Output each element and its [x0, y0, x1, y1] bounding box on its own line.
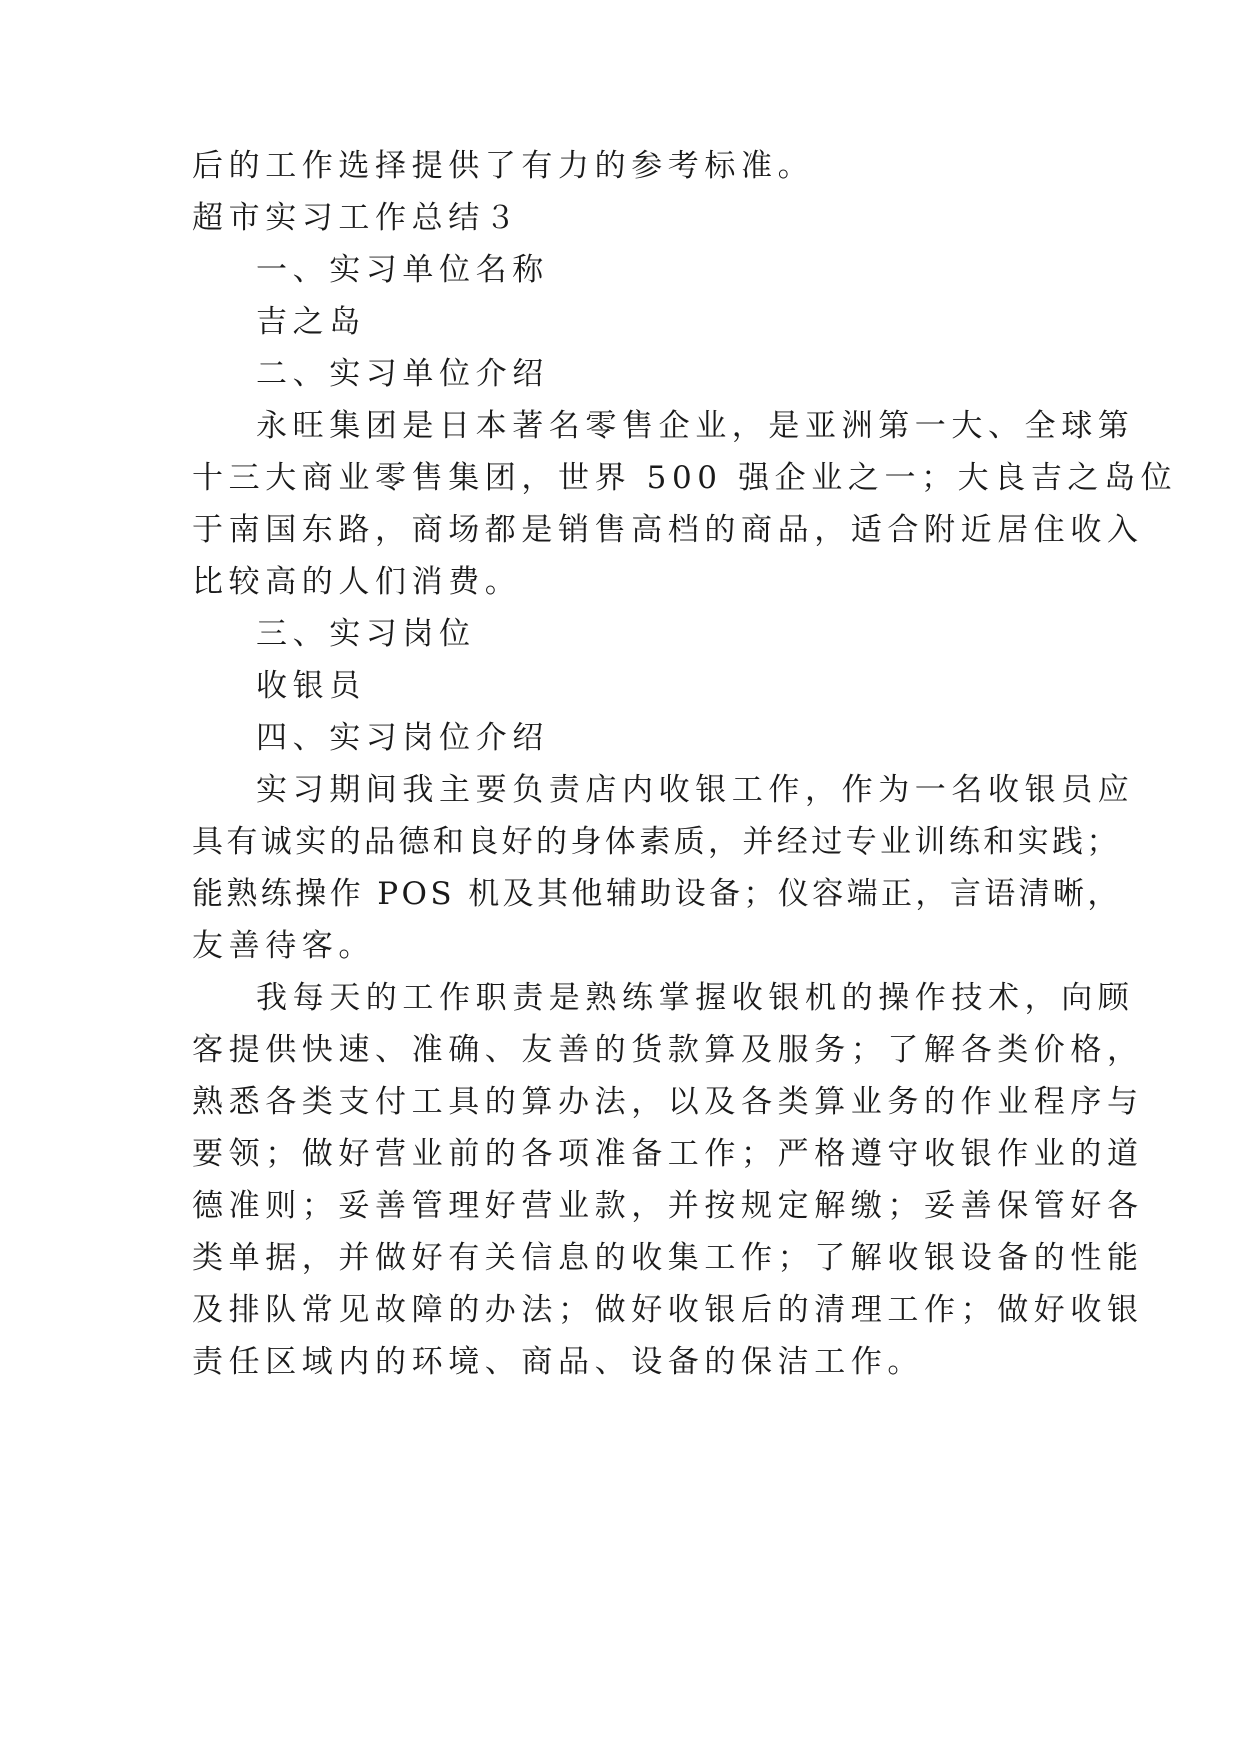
section-title: 超市实习工作总结３ — [192, 200, 522, 236]
paragraph-line: 吉之岛 — [256, 304, 366, 340]
paragraph-line: 于南国东路，商场都是销售高档的商品，适合附近居住收入 — [192, 512, 1144, 548]
paragraph-line: 熟悉各类支付工具的算办法，以及各类算业务的作业程序与 — [192, 1084, 1144, 1120]
paragraph-line: 永旺集团是日本著名零售企业，是亚洲第一大、全球第 — [256, 408, 1135, 444]
paragraph-line: 收银员 — [256, 668, 366, 704]
continuation-line: 后的工作选择提供了有力的参考标准。 — [192, 148, 815, 184]
paragraph-line: 友善待客。 — [192, 928, 375, 964]
paragraph-line: 德准则；妥善管理好营业款，并按规定解缴；妥善保管好各 — [192, 1188, 1144, 1224]
paragraph-line: 具有诚实的品德和良好的身体素质，并经过专业训练和实践； — [192, 824, 1121, 860]
paragraph-line: 客提供快速、准确、友善的货款算及服务；了解各类价格， — [192, 1032, 1144, 1068]
paragraph-line: 要领；做好营业前的各项准备工作；严格遵守收银作业的道 — [192, 1136, 1144, 1172]
paragraph-line: 类单据，并做好有关信息的收集工作；了解收银设备的性能 — [192, 1240, 1144, 1276]
paragraph-line: 责任区域内的环境、商品、设备的保洁工作。 — [192, 1344, 924, 1380]
paragraph-line: 实习期间我主要负责店内收银工作，作为一名收银员应 — [256, 772, 1135, 808]
paragraph-line: 我每天的工作职责是熟练掌握收银机的操作技术，向顾 — [256, 980, 1135, 1016]
paragraph-line: 十三大商业零售集团，世界 500 强企业之一；大良吉之岛位 — [192, 460, 1178, 496]
heading-position-intro: 四、实习岗位介绍 — [256, 720, 549, 756]
heading-position: 三、实习岗位 — [256, 616, 476, 652]
heading-unit-name: 一、实习单位名称 — [256, 252, 549, 288]
heading-unit-intro: 二、实习单位介绍 — [256, 356, 549, 392]
paragraph-line: 及排队常见故障的办法；做好收银后的清理工作；做好收银 — [192, 1292, 1144, 1328]
paragraph-line: 能熟练操作 POS 机及其他辅助设备；仪容端正，言语清晰， — [192, 876, 1122, 912]
paragraph-line: 比较高的人们消费。 — [192, 564, 522, 600]
